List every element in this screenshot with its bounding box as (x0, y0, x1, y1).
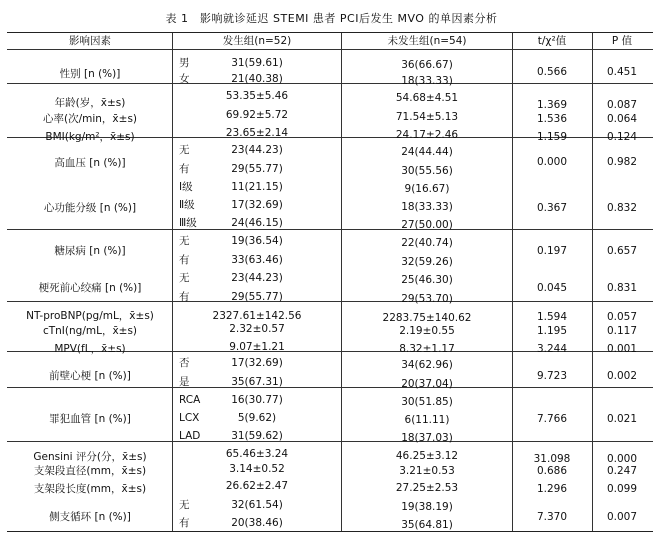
row-group-rule (7, 387, 653, 388)
event-group-value: 5(9.62) (237, 412, 277, 424)
event-group-value: 26.62±2.47 (225, 480, 289, 492)
statistic-value: 1.296 (536, 483, 568, 495)
event-group-value: 53.35±5.46 (225, 90, 289, 102)
p-value: 0.832 (606, 202, 638, 214)
factor-label: 高血压 [n (%)] (54, 157, 126, 169)
factor-level: LAD (179, 430, 201, 442)
header-event-group: 发生组(n=52) (222, 35, 292, 47)
no-event-group-value: 29(53.70) (401, 293, 453, 305)
event-group-value: 69.92±5.72 (225, 109, 289, 121)
event-group-value: 31(59.62) (231, 430, 283, 442)
factor-level: Ⅰ级 (179, 181, 193, 193)
factor-label: 糖尿病 [n (%)] (54, 245, 126, 257)
column-divider (172, 33, 173, 531)
no-event-group-value: 32(59.26) (401, 256, 453, 268)
event-group-value: 11(21.15) (231, 181, 283, 193)
statistic-value: 7.370 (536, 511, 568, 523)
factor-label: 心功能分级 [n (%)] (43, 202, 137, 214)
factor-label: 心率(次/min，x̄±s) (42, 113, 138, 125)
p-value: 0.117 (606, 325, 638, 337)
column-divider (512, 33, 513, 531)
event-group-value: 19(36.54) (231, 235, 283, 247)
event-group-value: 9.07±1.21 (229, 341, 285, 353)
p-value: 0.007 (606, 511, 638, 523)
p-value: 0.124 (606, 131, 638, 143)
statistic-value: 1.594 (536, 311, 568, 323)
p-value: 0.451 (606, 66, 638, 78)
no-event-group-value: 18(33.33) (401, 75, 453, 87)
no-event-group-value: 24(44.44) (401, 146, 453, 158)
factor-level: Ⅲ级 (179, 217, 197, 229)
factor-label: 前壁心梗 [n (%)] (49, 370, 131, 382)
event-group-value: 33(63.46) (231, 254, 283, 266)
factor-level: LCX (179, 412, 200, 424)
statistic-value: 0.367 (536, 202, 568, 214)
row-group-rule (7, 229, 653, 230)
no-event-group-value: 27(50.00) (401, 219, 453, 231)
factor-label: 罪犯血管 [n (%)] (49, 413, 131, 425)
row-group-rule (7, 83, 653, 84)
no-event-group-value: 36(66.67) (401, 59, 453, 71)
p-value: 0.001 (606, 343, 638, 355)
factor-label: 支架段长度(mm，x̄±s) (33, 483, 147, 495)
header-rule (7, 49, 653, 50)
statistic-value: 7.766 (536, 413, 568, 425)
factor-label: MPV(fL，x̄±s) (54, 343, 126, 355)
header-no-event-group: 未发生组(n=54) (387, 35, 467, 47)
no-event-group-value: 71.54±5.13 (395, 111, 459, 123)
no-event-group-value: 3.21±0.53 (399, 465, 455, 477)
factor-level: 有 (179, 517, 190, 529)
event-group-value: 23.65±2.14 (225, 127, 289, 139)
event-group-value: 21(40.38) (231, 73, 283, 85)
row-group-rule (7, 301, 653, 302)
header-statistic: t/χ²值 (537, 35, 567, 47)
event-group-value: 16(30.77) (231, 394, 283, 406)
factor-level: 有 (179, 291, 190, 303)
factor-level: Ⅱ级 (179, 199, 195, 211)
factor-label: Gensini 评分(分，x̄±s) (33, 451, 147, 463)
factor-level: 无 (179, 272, 190, 284)
no-event-group-value: 6(11.11) (404, 414, 450, 426)
event-group-value: 17(32.69) (231, 199, 283, 211)
row-group-rule (7, 441, 653, 442)
statistic-value: 0.686 (536, 465, 568, 477)
no-event-group-value: 25(46.30) (401, 274, 453, 286)
factor-label: 支架段直径(mm，x̄±s) (33, 465, 147, 477)
no-event-group-value: 19(38.19) (401, 501, 453, 513)
p-value: 0.002 (606, 370, 638, 382)
p-value: 0.247 (606, 465, 638, 477)
p-value: 0.099 (606, 483, 638, 495)
no-event-group-value: 2283.75±140.62 (382, 312, 472, 324)
no-event-group-value: 24.17±2.46 (395, 129, 459, 141)
factor-label: cTnI(ng/mL，x̄±s) (42, 325, 138, 337)
statistic-value: 0.045 (536, 282, 568, 294)
no-event-group-value: 46.25±3.12 (395, 450, 459, 462)
column-divider (592, 33, 593, 531)
statistic-value: 1.369 (536, 99, 568, 111)
statistic-value: 0.566 (536, 66, 568, 78)
no-event-group-value: 8.32±1.17 (399, 343, 455, 355)
factor-label: 侧支循环 [n (%)] (49, 511, 131, 523)
factor-level: 否 (179, 357, 190, 369)
header-factor: 影响因素 (69, 35, 111, 47)
event-group-value: 35(67.31) (231, 376, 283, 388)
no-event-group-value: 9(16.67) (404, 183, 450, 195)
no-event-group-value: 18(37.03) (401, 432, 453, 444)
factor-level: 无 (179, 235, 190, 247)
factor-level: 无 (179, 499, 190, 511)
factor-label: 性别 [n (%)] (59, 68, 121, 80)
p-value: 0.021 (606, 413, 638, 425)
event-group-value: 32(61.54) (231, 499, 283, 511)
no-event-group-value: 22(40.74) (401, 237, 453, 249)
statistic-value: 0.000 (536, 156, 568, 168)
factor-level: 无 (179, 144, 190, 156)
p-value: 0.982 (606, 156, 638, 168)
column-divider (341, 33, 342, 531)
no-event-group-value: 34(62.96) (401, 359, 453, 371)
event-group-value: 23(44.23) (231, 272, 283, 284)
factor-level: 是 (179, 376, 190, 388)
univariate-table (7, 32, 653, 532)
factor-label: NT-proBNP(pg/mL，x̄±s) (26, 310, 154, 322)
event-group-value: 2.32±0.57 (229, 323, 285, 335)
no-event-group-value: 20(37.04) (401, 378, 453, 390)
table-caption: 表 1 影响就诊延迟 STEMI 患者 PCI后发生 MVO 的单因素分析 (165, 12, 498, 25)
event-group-value: 29(55.77) (231, 163, 283, 175)
factor-label: 年龄(岁，x̄±s) (54, 97, 126, 109)
no-event-group-value: 30(51.85) (401, 396, 453, 408)
no-event-group-value: 54.68±4.51 (395, 92, 459, 104)
statistic-value: 0.197 (536, 245, 568, 257)
p-value: 0.000 (606, 453, 638, 465)
factor-label: BMI(kg/m²，x̄±s) (45, 131, 135, 143)
event-group-value: 3.14±0.52 (229, 463, 285, 475)
statistic-value: 1.536 (536, 113, 568, 125)
no-event-group-value: 30(55.56) (401, 165, 453, 177)
event-group-value: 29(55.77) (231, 291, 283, 303)
p-value: 0.064 (606, 113, 638, 125)
event-group-value: 20(38.46) (231, 517, 283, 529)
header-p-value: P 值 (611, 35, 633, 47)
factor-level: 男 (179, 57, 190, 69)
no-event-group-value: 18(33.33) (401, 201, 453, 213)
event-group-value: 17(32.69) (231, 357, 283, 369)
statistic-value: 31.098 (533, 453, 571, 465)
factor-level: 有 (179, 254, 190, 266)
statistic-value: 3.244 (536, 343, 568, 355)
event-group-value: 65.46±3.24 (225, 448, 289, 460)
no-event-group-value: 35(64.81) (401, 519, 453, 531)
p-value: 0.657 (606, 245, 638, 257)
event-group-value: 23(44.23) (231, 144, 283, 156)
p-value: 0.057 (606, 311, 638, 323)
no-event-group-value: 2.19±0.55 (399, 325, 455, 337)
statistic-value: 1.159 (536, 131, 568, 143)
statistic-value: 1.195 (536, 325, 568, 337)
factor-level: 女 (179, 73, 190, 85)
factor-level: RCA (179, 394, 201, 406)
factor-label: 梗死前心绞痛 [n (%)] (38, 282, 142, 294)
statistic-value: 9.723 (536, 370, 568, 382)
event-group-value: 24(46.15) (231, 217, 283, 229)
p-value: 0.831 (606, 282, 638, 294)
factor-level: 有 (179, 163, 190, 175)
p-value: 0.087 (606, 99, 638, 111)
event-group-value: 2327.61±142.56 (212, 310, 302, 322)
event-group-value: 31(59.61) (231, 57, 283, 69)
no-event-group-value: 27.25±2.53 (395, 482, 459, 494)
